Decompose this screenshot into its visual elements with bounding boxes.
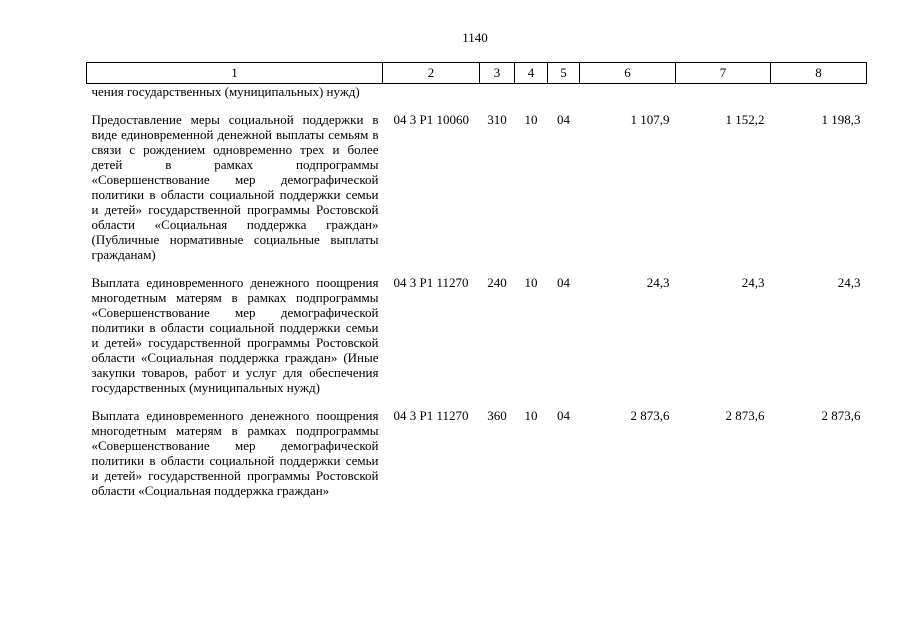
column-header-8: 8 xyxy=(771,63,867,84)
row-description: Предоставление меры социальной поддержки в виде единовременной денежной выплаты семьям в связи с рождением одновременно трех и более детей в рамках подпрограммы «Совершенствование мер демографической политики в области социальной поддержки семьи и детей» государственной программы Ростовской области «Социальная поддержка граждан» (Публичные нормативные социальные выплаты гражданам) xyxy=(91,112,379,262)
row-col-8: 2 873,6 xyxy=(821,408,861,423)
row-col-3: 310 xyxy=(487,112,507,127)
row-col-8 xyxy=(771,84,867,100)
table-header-row xyxy=(87,63,867,84)
budget-table xyxy=(86,62,867,498)
row-description: Выплата единовременного денежного поощрения многодетным матерям в рамках подпрограммы «Совершенствование мер демографической политики в области социальной поддержки семьи и детей» государственной программы Ростовской области «Социальная поддержка граждан» xyxy=(91,408,379,498)
table-row xyxy=(87,112,867,262)
table-row xyxy=(87,408,867,498)
row-col-4 xyxy=(515,84,548,100)
page-number: 1140 xyxy=(462,30,488,45)
column-header-2: 2 xyxy=(383,63,480,84)
row-col-5: 04 xyxy=(557,408,570,423)
row-spacer xyxy=(87,99,867,112)
row-col-6: 1 107,9 xyxy=(630,112,670,127)
row-col-4: 10 xyxy=(524,275,538,290)
row-col-6 xyxy=(580,84,676,100)
row-description: чения государственных (муниципальных) нужд) xyxy=(91,84,360,99)
column-header-6: 6 xyxy=(580,63,676,84)
column-header-3: 3 xyxy=(480,63,515,84)
table-row xyxy=(87,84,867,100)
row-col-5 xyxy=(548,84,580,100)
column-header-7: 7 xyxy=(676,63,771,84)
row-col-3: 240 xyxy=(487,275,507,290)
row-col-5: 04 xyxy=(557,275,570,290)
row-col-6: 24,3 xyxy=(646,275,670,290)
table-row xyxy=(87,275,867,395)
row-code: 04 3 P1 10060 xyxy=(393,112,469,127)
row-col-4: 10 xyxy=(524,112,538,127)
row-col-8: 24,3 xyxy=(837,275,861,290)
row-spacer xyxy=(87,395,867,408)
row-col-4: 10 xyxy=(524,408,538,423)
column-header-5: 5 xyxy=(548,63,580,84)
row-col-6: 2 873,6 xyxy=(630,408,670,423)
row-spacer xyxy=(87,262,867,275)
row-code: 04 3 P1 11270 xyxy=(393,275,469,290)
row-code: 04 3 P1 11270 xyxy=(393,408,469,423)
row-col-5: 04 xyxy=(557,112,570,127)
column-header-1: 1 xyxy=(87,63,383,84)
row-col-8: 1 198,3 xyxy=(821,112,861,127)
row-col-7: 2 873,6 xyxy=(725,408,765,423)
row-code xyxy=(383,84,480,100)
column-header-4: 4 xyxy=(515,63,548,84)
row-col-3: 360 xyxy=(487,408,507,423)
row-col-3 xyxy=(480,84,515,100)
row-col-7 xyxy=(676,84,771,100)
row-col-7: 24,3 xyxy=(741,275,765,290)
row-col-7: 1 152,2 xyxy=(725,112,765,127)
row-description: Выплата единовременного денежного поощрения многодетным матерям в рамках подпрограммы «Совершенствование мер демографической политики в области социальной поддержки семьи и детей» государственной программы Ростовской области «Социальная поддержка граждан» (Иные закупки товаров, работ и услуг для обеспечения государственных (муниципальных нужд) xyxy=(91,275,379,395)
